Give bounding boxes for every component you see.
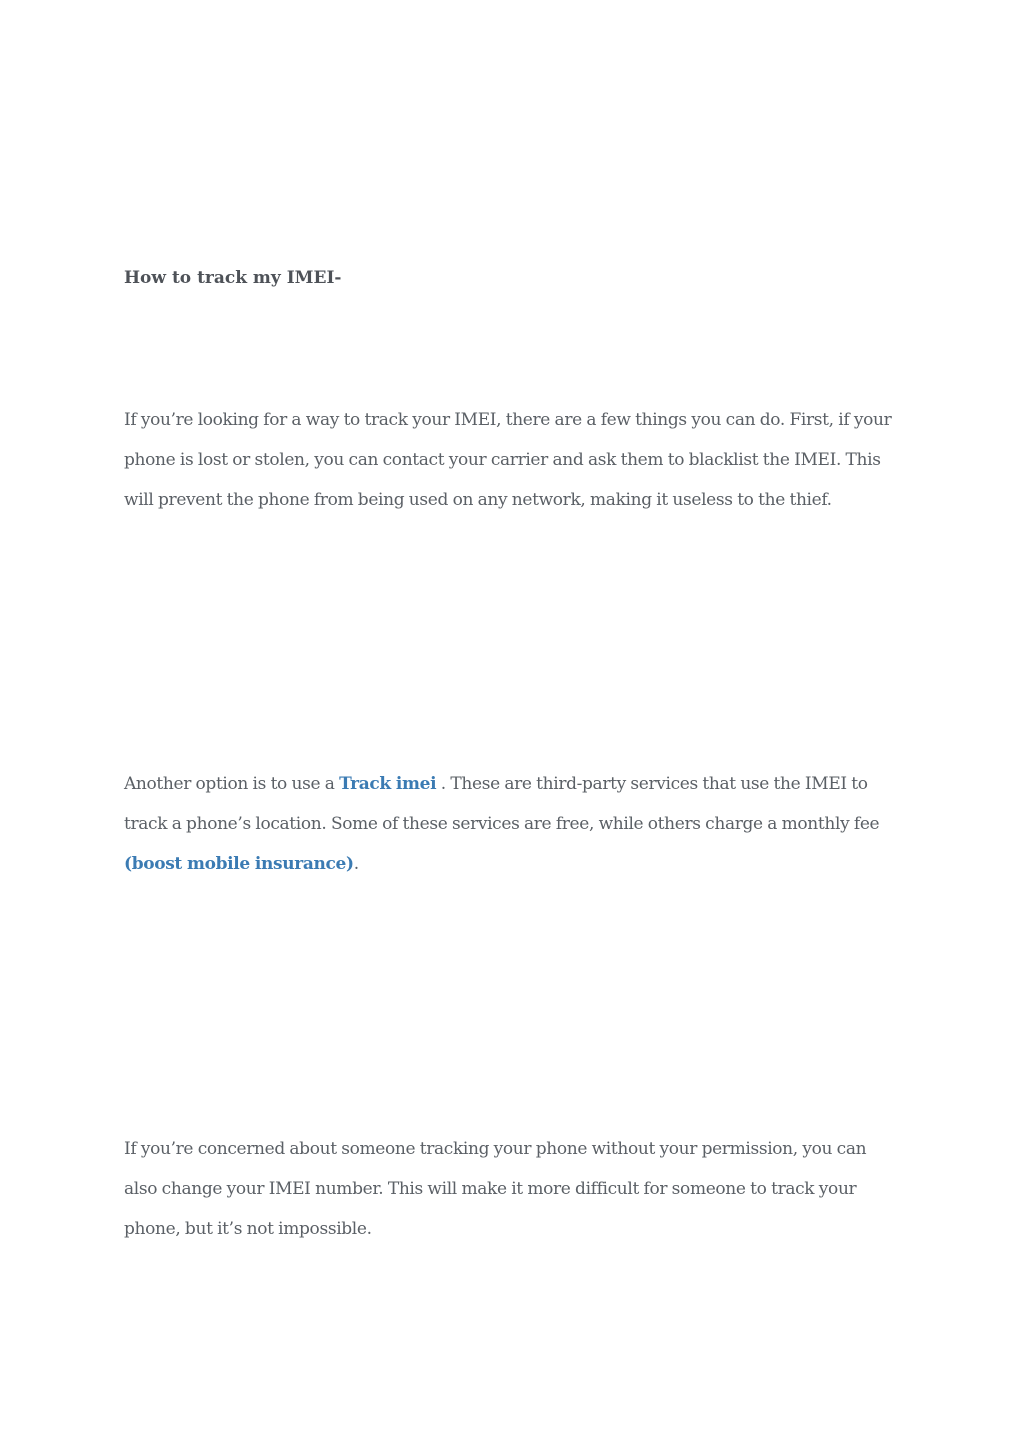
paragraph-line: phone is lost or stolen, you can contact your carrier and ask them to blacklist the IMEI. This — [124, 450, 881, 470]
paragraph-track-services — [124, 764, 914, 884]
paragraph-line — [124, 764, 914, 804]
paragraph-line: will prevent the phone from being used on any network, making it useless to the thief. — [124, 490, 832, 510]
paragraph-line: also change your IMEI number. This will make it more difficult for someone to track your — [124, 1179, 857, 1199]
text-run: Another option is to use a — [124, 774, 340, 794]
paragraph-line: track a phone’s location. Some of these services are free, while others charge a monthly fee — [124, 814, 880, 834]
section-heading: How to track my IMEI- — [124, 268, 342, 288]
paragraph-change-imei — [124, 1129, 914, 1249]
track-imei-link[interactable]: Track imei — [339, 774, 437, 794]
boost-mobile-insurance-link[interactable]: (boost mobile insurance) — [124, 854, 354, 874]
paragraph-line: phone, but it’s not impossible. — [124, 1219, 372, 1239]
paragraph-line — [124, 844, 914, 884]
paragraph-line: If you’re looking for a way to track your IMEI, there are a few things you can do. First, if your — [124, 410, 892, 430]
paragraph-blacklist — [124, 400, 914, 520]
text-run: . These are third-party services that use the IMEI to — [436, 774, 868, 794]
paragraph-line: If you’re concerned about someone tracking your phone without your permission, you can — [124, 1139, 867, 1159]
text-run: . — [353, 854, 359, 874]
